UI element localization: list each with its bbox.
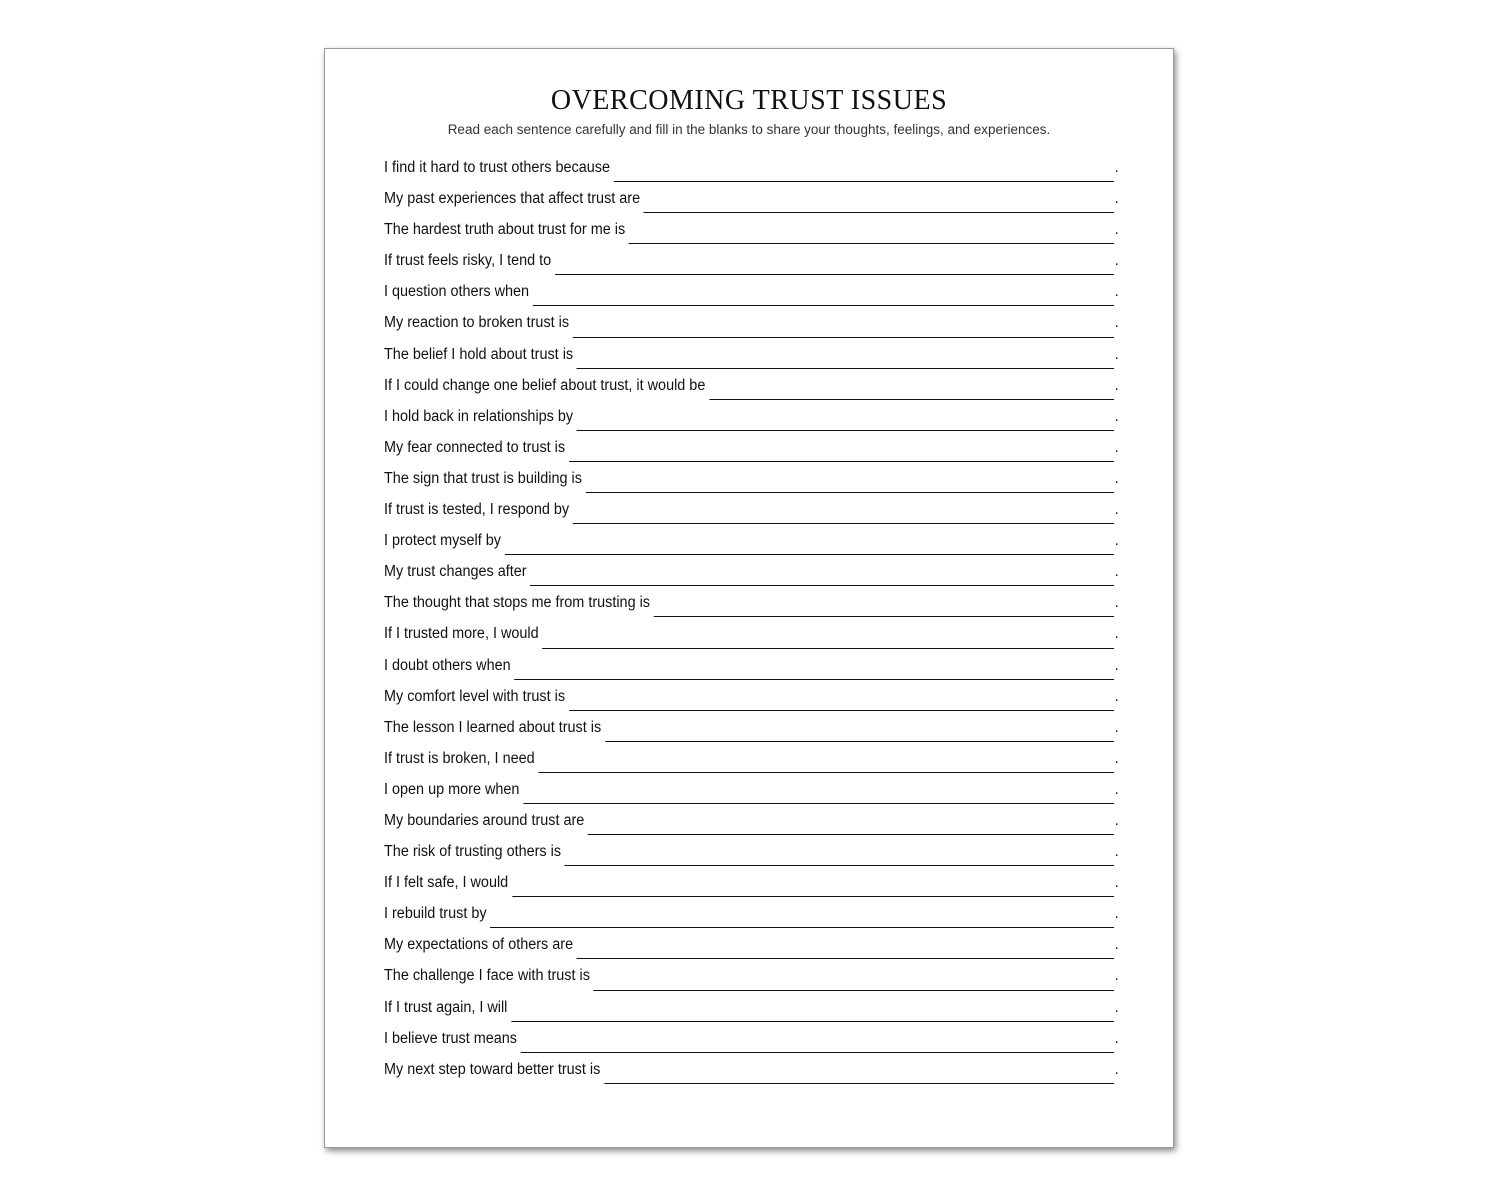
prompt-row [384, 408, 1119, 439]
prompt-row [384, 346, 1119, 377]
prompt-text: I doubt others when [384, 656, 511, 674]
prompt-text: My trust changes after [384, 563, 527, 581]
prompt-period: . [1114, 563, 1119, 581]
prompt-period: . [1114, 221, 1119, 239]
prompt-text: My comfort level with trust is [384, 687, 566, 705]
prompt-row [384, 190, 1119, 221]
prompt-period: . [1114, 625, 1119, 643]
answer-blank[interactable] [538, 771, 1113, 773]
answer-blank[interactable] [594, 989, 1114, 991]
prompt-text: If trust is tested, I respond by [384, 501, 570, 519]
prompt-text: My expectations of others are [384, 936, 574, 954]
prompt-row [384, 750, 1119, 781]
prompt-text: If trust feels risky, I tend to [384, 252, 552, 270]
prompt-period: . [1114, 1029, 1119, 1047]
prompt-period: . [1114, 874, 1119, 892]
worksheet-page [324, 48, 1174, 1148]
prompt-period: . [1114, 936, 1119, 954]
prompt-text: My past experiences that affect trust are [384, 190, 641, 208]
prompt-text: I hold back in relationships by [384, 407, 574, 425]
answer-blank[interactable] [614, 180, 1114, 182]
prompt-period: . [1114, 501, 1119, 519]
answer-blank[interactable] [505, 553, 1114, 555]
prompt-text: I question others when [384, 283, 530, 301]
prompt-text: The lesson I learned about trust is [384, 718, 602, 736]
answer-blank[interactable] [569, 460, 1114, 462]
answer-blank[interactable] [629, 242, 1114, 244]
prompt-row [384, 470, 1119, 501]
prompt-period: . [1114, 376, 1119, 394]
prompt-list [384, 159, 1124, 1092]
prompt-text: The challenge I face with trust is [384, 967, 590, 985]
answer-blank[interactable] [709, 398, 1114, 400]
prompt-text: The risk of trusting others is [384, 843, 562, 861]
prompt-text: I rebuild trust by [384, 905, 487, 923]
prompt-period: . [1114, 780, 1119, 798]
worksheet-title: OVERCOMING TRUST ISSUES [550, 85, 948, 116]
prompt-row [384, 283, 1119, 314]
prompt-text: I protect myself by [384, 532, 501, 550]
prompt-period: . [1114, 190, 1119, 208]
answer-blank[interactable] [511, 1020, 1114, 1022]
prompt-row [384, 999, 1119, 1030]
prompt-row [384, 688, 1119, 719]
prompt-row [384, 719, 1119, 750]
prompt-row [384, 532, 1119, 563]
prompt-text: I find it hard to trust others because [384, 159, 610, 176]
prompt-text: I open up more when [384, 780, 520, 798]
prompt-period: . [1114, 656, 1119, 674]
prompt-row [384, 314, 1119, 345]
prompt-text: My boundaries around trust are [384, 811, 585, 829]
prompt-period: . [1114, 1060, 1119, 1078]
prompt-text: If I felt safe, I would [384, 874, 509, 892]
prompt-text: The hardest truth about trust for me is [384, 221, 626, 239]
prompt-period: . [1114, 469, 1119, 487]
answer-blank[interactable] [605, 740, 1114, 742]
prompt-row [384, 252, 1119, 283]
answer-blank[interactable] [577, 367, 1114, 369]
answer-blank[interactable] [569, 709, 1114, 711]
prompt-period: . [1114, 718, 1119, 736]
answer-blank[interactable] [521, 1051, 1114, 1053]
prompt-row [384, 905, 1119, 936]
prompt-row [384, 625, 1119, 656]
prompt-row [384, 936, 1119, 967]
prompt-row [384, 874, 1119, 905]
prompt-text: I believe trust means [384, 1029, 518, 1047]
prompt-row [384, 563, 1119, 594]
prompt-row [384, 967, 1119, 998]
prompt-period: . [1114, 283, 1119, 301]
answer-blank[interactable] [514, 678, 1113, 680]
prompt-text: If I trusted more, I would [384, 625, 539, 643]
answer-blank[interactable] [542, 647, 1113, 649]
answer-blank[interactable] [577, 957, 1114, 959]
prompt-period: . [1114, 159, 1119, 176]
prompt-period: . [1114, 749, 1119, 767]
answer-blank[interactable] [588, 833, 1114, 835]
prompt-period: . [1114, 843, 1119, 861]
prompt-text: My next step toward better trust is [384, 1060, 601, 1078]
prompt-period: . [1114, 532, 1119, 550]
prompt-period: . [1114, 998, 1119, 1016]
prompt-period: . [1114, 314, 1119, 332]
answer-blank[interactable] [523, 802, 1114, 804]
prompt-row [384, 812, 1119, 843]
answer-blank[interactable] [644, 211, 1114, 213]
prompt-row [384, 1030, 1119, 1061]
prompt-period: . [1114, 594, 1119, 612]
answer-blank[interactable] [555, 273, 1114, 275]
answer-blank[interactable] [565, 864, 1114, 866]
prompt-text: If I trust again, I will [384, 998, 508, 1016]
answer-blank[interactable] [577, 429, 1114, 431]
answer-blank[interactable] [604, 1082, 1114, 1084]
answer-blank[interactable] [490, 926, 1113, 928]
prompt-row [384, 843, 1119, 874]
prompt-text: The thought that stops me from trusting is [384, 594, 651, 612]
answer-blank[interactable] [533, 304, 1114, 306]
prompt-period: . [1114, 252, 1119, 270]
prompt-text: If I could change one belief about trust, it would be [384, 376, 706, 394]
prompt-period: . [1114, 438, 1119, 456]
prompt-row [384, 221, 1119, 252]
answer-blank[interactable] [512, 895, 1114, 897]
prompt-text: The belief I hold about trust is [384, 345, 574, 363]
prompt-row [384, 377, 1119, 408]
prompt-period: . [1114, 905, 1119, 923]
prompt-period: . [1114, 811, 1119, 829]
prompt-text: If trust is broken, I need [384, 749, 535, 767]
prompt-row [384, 594, 1119, 625]
prompt-period: . [1114, 407, 1119, 425]
answer-blank[interactable] [654, 615, 1114, 617]
prompt-text: My fear connected to trust is [384, 438, 566, 456]
answer-blank[interactable] [530, 584, 1113, 586]
prompt-text: My reaction to broken trust is [384, 314, 570, 332]
prompt-row [384, 159, 1119, 190]
answer-blank[interactable] [586, 491, 1114, 493]
prompt-row [384, 439, 1119, 470]
prompt-period: . [1114, 967, 1119, 985]
prompt-text: The sign that trust is building is [384, 469, 582, 487]
prompt-row [384, 781, 1119, 812]
prompt-period: . [1114, 687, 1119, 705]
prompt-period: . [1114, 345, 1119, 363]
answer-blank[interactable] [573, 522, 1114, 524]
prompt-row [384, 501, 1119, 532]
prompt-row [384, 657, 1119, 688]
answer-blank[interactable] [573, 336, 1114, 338]
worksheet-instructions: Read each sentence carefully and fill in the blanks to share your thoughts, feelings, and experiences. [447, 122, 1051, 137]
prompt-row [384, 1061, 1119, 1092]
